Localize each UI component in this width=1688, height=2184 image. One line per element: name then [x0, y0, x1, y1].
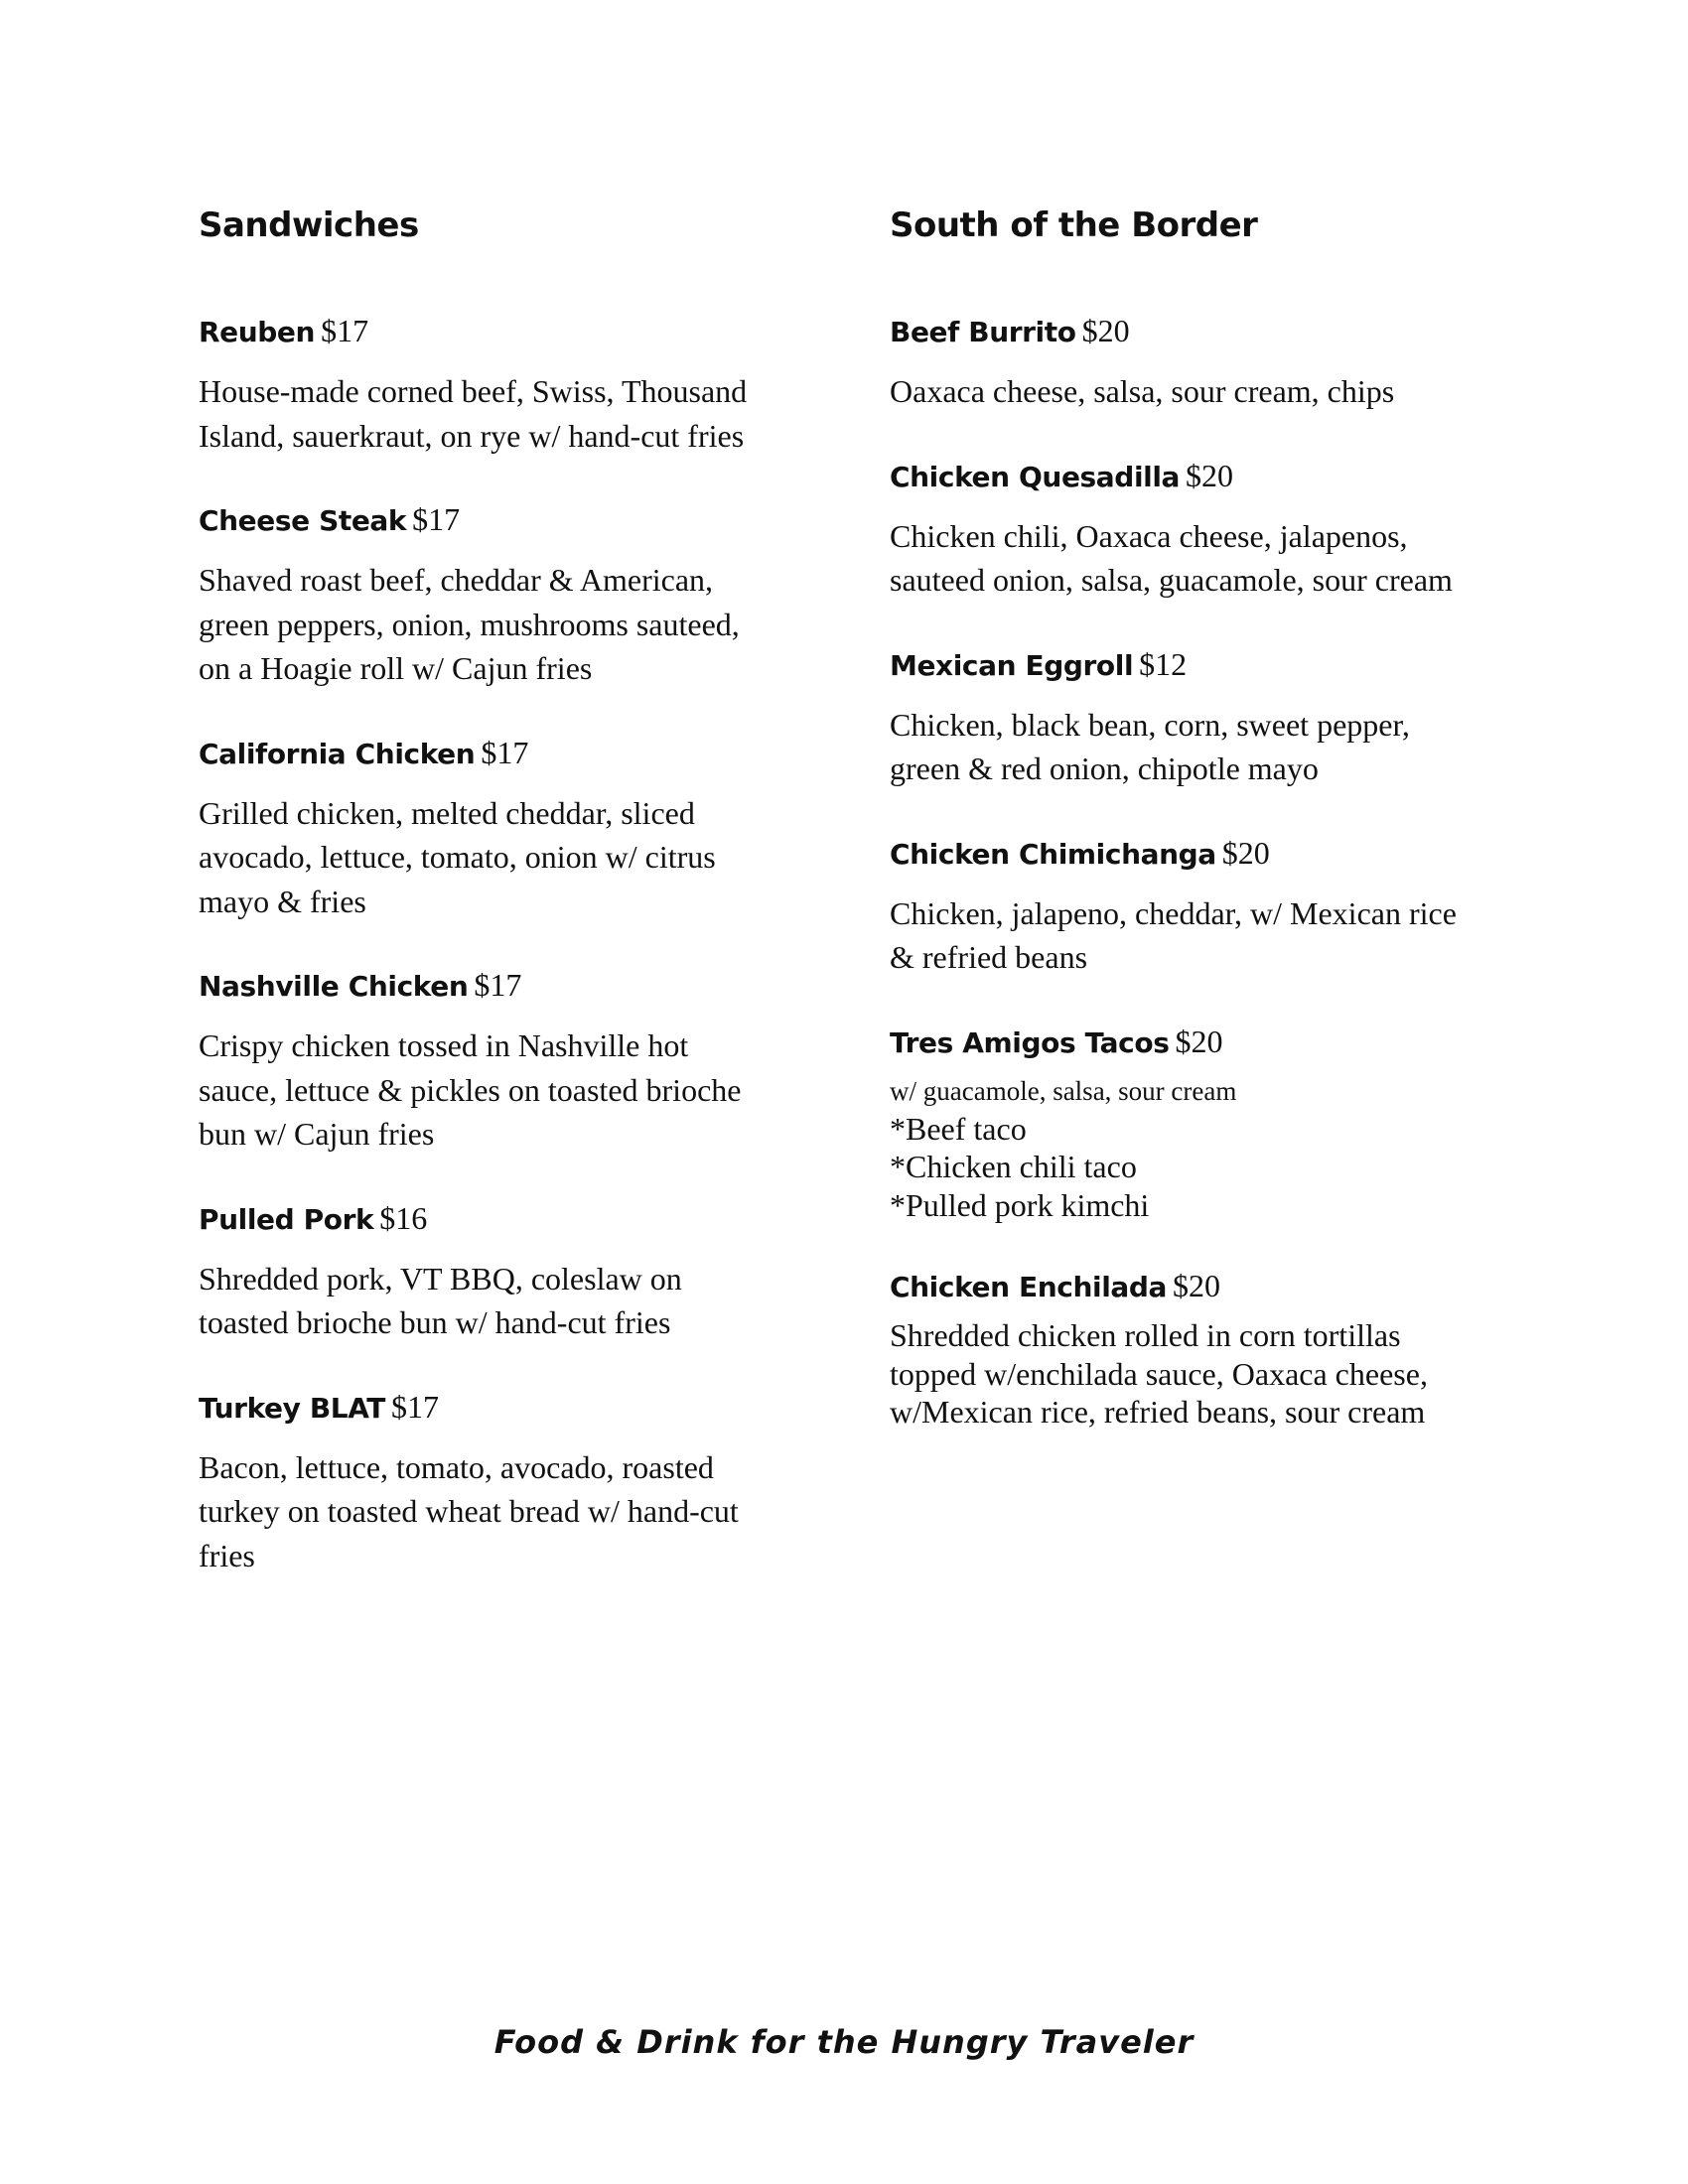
item-price: $17: [412, 501, 461, 537]
item-price: $17: [474, 967, 522, 1003]
item-description: Crispy chicken tossed in Nashville hot sauce, lettuce & pickles on toasted brioche bun w/ Cajun fries: [199, 1027, 742, 1152]
item-name: Tres Amigos Tacos: [890, 1025, 1170, 1059]
item-name: Turkey BLAT: [199, 1391, 386, 1425]
menu-item: [890, 311, 1525, 414]
item-price: $17: [481, 734, 529, 770]
item-name: Mexican Eggroll: [890, 648, 1134, 682]
item-name: Reuben: [199, 316, 316, 348]
list-item: *Chicken chili taco: [890, 1149, 1137, 1184]
item-description: Chicken chili, Oaxaca cheese, jalapenos, sauteed onion, salsa, guacamole, sour cream: [890, 517, 1453, 598]
section-title: Sandwiches: [199, 205, 419, 245]
menu-item: [199, 733, 794, 924]
item-price: $17: [391, 1388, 440, 1425]
item-price: $20: [1221, 834, 1270, 871]
taco-list: [890, 1110, 1525, 1225]
item-price: $17: [321, 313, 369, 348]
item-name: California Chicken: [199, 737, 476, 770]
list-item: *Beef taco: [890, 1110, 1027, 1147]
item-price: $16: [379, 1199, 428, 1236]
menu-item: [890, 456, 1525, 603]
item-name: Nashville Chicken: [199, 970, 469, 1003]
item-name: Chicken Enchilada: [890, 1271, 1168, 1303]
section-title: South of the Border: [890, 205, 1258, 245]
item-description: Shredded chicken rolled in corn tortillas topped w/enchilada sauce, Oaxaca cheese, w/Mexican rice, refried beans, sour cream: [890, 1317, 1428, 1430]
south-of-the-border-section: [890, 204, 1525, 1473]
item-name: Cheese Steak: [199, 504, 407, 537]
sandwiches-section: [199, 204, 794, 1619]
menu-item: [890, 833, 1525, 980]
item-description: Shaved roast beef, cheddar & American, green peppers, onion, mushrooms sauteed, on a Hoagie roll w/ Cajun fries: [199, 562, 740, 686]
menu-item: [890, 1022, 1525, 1225]
item-description: Chicken, jalapeno, cheddar, w/ Mexican rice & refried beans: [890, 894, 1457, 975]
item-name: Pulled Pork: [199, 1202, 374, 1236]
item-price: $20: [1081, 313, 1130, 348]
item-description: Bacon, lettuce, tomato, avocado, roasted turkey on toasted wheat bread w/ hand-cut fries: [199, 1448, 739, 1573]
item-description: Oaxaca cheese, salsa, sour cream, chips: [890, 373, 1395, 409]
item-price: $12: [1139, 645, 1188, 682]
item-name: Chicken Chimichanga: [890, 837, 1216, 871]
menu-item: [890, 1266, 1525, 1432]
item-description: House-made corned beef, Swiss, Thousand Island, sauerkraut, on rye w/ hand-cut fries: [199, 373, 748, 454]
item-price: $20: [1173, 1268, 1221, 1303]
footer-tagline: Food & Drink for the Hungry Traveler: [493, 2023, 1195, 2061]
item-subtitle: w/ guacamole, salsa, sour cream: [890, 1075, 1237, 1106]
menu-item: [199, 965, 794, 1157]
item-description: Shredded pork, VT BBQ, coleslaw on toasted brioche bun w/ hand-cut fries: [199, 1260, 682, 1340]
item-price: $20: [1186, 457, 1234, 493]
item-name: Chicken Quesadilla: [890, 460, 1181, 493]
item-price: $20: [1175, 1023, 1223, 1059]
menu-item: [199, 1387, 794, 1578]
menu-item: [199, 311, 794, 458]
item-description: Chicken, black bean, corn, sweet pepper, green & red onion, chipotle mayo: [890, 706, 1410, 786]
menu-item: [199, 499, 794, 691]
item-name: Beef Burrito: [890, 316, 1076, 348]
item-description: Grilled chicken, melted cheddar, sliced avocado, lettuce, tomato, onion w/ citrus mayo & fries: [199, 794, 716, 919]
menu-item: [199, 1198, 794, 1345]
menu-item: [890, 644, 1525, 791]
list-item: *Pulled pork kimchi: [890, 1186, 1150, 1223]
